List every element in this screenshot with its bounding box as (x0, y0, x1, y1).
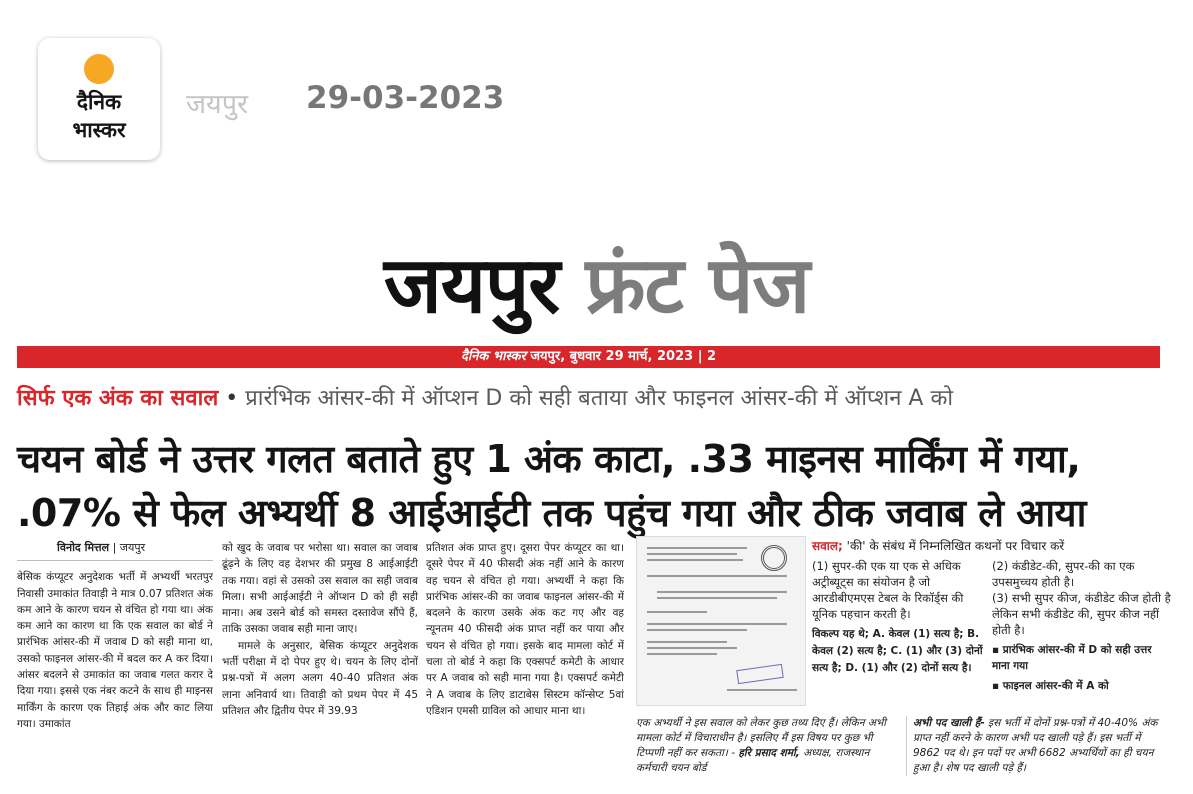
story-strap (17, 381, 1177, 417)
question-title (812, 538, 1172, 554)
strap-text: प्रारंभिक आंसर-की में ऑप्शन D को सही बताया और फाइनल आंसर-की में ऑप्शन A को (245, 386, 954, 411)
story-column-1 (17, 540, 213, 794)
question-label: सवाल; (812, 539, 843, 553)
sun-icon (84, 54, 114, 84)
page-title (0, 236, 1193, 336)
edition-city: जयपुर (186, 89, 249, 120)
byline-place: | जयपुर (109, 541, 146, 554)
vacancy-text: इस भर्ती में दोनों प्रश्न-पत्रों में 40-40% अंक प्राप्त नहीं करने के कारण अभी पद खाली पड़े हैं। इस भर्ती में 9862 पद थे। इन पदों पर अभी 6682 अभ्यर्थियों का ही चयन हुआ है। शेष पद खाली पड़े हैं। (913, 717, 1158, 774)
page-title-front-page: फ्रंट पेज (585, 241, 810, 331)
byline (17, 540, 213, 561)
logo-line-1: दैनिक (76, 90, 122, 114)
quote-designation: अध्यक्ष, राजस्थान कर्मचारी चयन बोर्ड (636, 747, 870, 774)
government-seal-icon (761, 545, 787, 571)
strap-bullet: • (225, 386, 239, 411)
initial-key-tag: ▪ प्रारंभिक आंसर-की में D को सही उत्तर माना गया (992, 644, 1152, 672)
story-paragraph: मामले के अनुसार, बेसिक कंप्यूटर अनुदेशक भर्ती परीक्षा में दो पेपर हुए थे। चयन के लिए दोनों प्रश्न-पत्रों में अलग अलग 40-40 प्रतिशत अंक लाना अनिवार्य था। तिवाड़ी को प्रथम पेपर में 45 प्रतिशत और द्वितीय पेपर में 39.93 (222, 639, 418, 717)
quote-text: एक अभ्यर्थी ने इस सवाल को लेकर कुछ तथ्य दिए हैं। लेकिन अभी मामला कोर्ट में विचाराधीन है। इसलिए मैं इस विषय पर कुछ भी टिप्पणी नहीं कर सकता। - (636, 717, 887, 759)
story-paragraph: प्रतिशत अंक प्राप्त हुए। दूसरा पेपर कंप्यूटर का था। दूसरे पेपर में 40 फीसदी अंक नहीं आने के कारण वह चयन से वंचित हो गया। अभ्यर्थी ने कहा कि प्रारंभिक आंसर-की का जवाब फाइनल आंसर-की में बदलने के कारण उसके अंक कट गए और वह न्यूनतम 40 फीसदी अंक प्राप्त नहीं कर पाया और चयन से वंचित हो गया। इसके बाद मामला कोर्ट में चला तो बोर्ड ने कहा कि एक्सपर्ट कमेटी के आधार पर A जवाब को सही माना गया है। एक्सपर्ट कमेटी ने A जवाब के लिए डाटाबेस सिस्टम कॉन्सेप्ट 5वां एडिशन एमसी ग्राविल को आधार माना था। (426, 542, 624, 717)
page-title-city: जयपुर (383, 241, 560, 331)
masthead-brand: दैनिक भास्कर (460, 349, 526, 364)
story-paragraph: बेसिक कंप्यूटर अनुदेशक भर्ती में अभ्यर्थी भरतपुर निवासी उमाकांत तिवाड़ी ने मात्र 0.07 प्रतिशत अंक कम आने के कारण चयन से वंचित हो गया था। अंक कम आने का कारण था कि एक सवाल का बोर्ड ने प्रारंभिक आंसर-की में जवाब D को सही माना था, उसको फाइनल आंसर-की में बदल कर A कर दिया। आंसर बदलने से उमाकांत का जवाब गलत करार दे दिया गया। इससे एक नंबर कटने के साथ ही माइनस मार्किंग के कारण एक तिहाई अंक और काट लिया गया। उमाकांत (17, 571, 213, 730)
question-left-column (812, 558, 984, 677)
strap-kicker: सिर्फ एक अंक का सवाल (17, 386, 219, 411)
quote-name: हरि प्रसाद शर्मा, (738, 747, 800, 759)
masthead-info: जयपुर, बुधवार 29 मार्च, 2023 | 2 (525, 349, 717, 364)
byline-name: विनोद मित्तल (57, 541, 110, 554)
masthead-bar (17, 346, 1160, 368)
dainik-bhaskar-logo[interactable] (38, 38, 160, 160)
story-column-3 (426, 540, 624, 794)
statement-1: (1) सुपर-की एक या एक से अधिक अट्रीब्यूट्स का संयोजन है जो आरडीबीएमएस टेबल के रिकॉर्ड्स की यूनिक पहचान करती है। (812, 559, 964, 621)
edition-date: 29-03-2023 (306, 80, 505, 116)
vacancy-note (906, 716, 1164, 776)
headline-line-2: .07% से फेल अभ्यर्थी 8 आईआईटी तक पहुंच गया और ठीक जवाब ले आया (17, 491, 1086, 535)
story-paragraph: को खुद के जवाब पर भरोसा था। सवाल का जवाब ढूंढ़ने के लिए वह देशभर की प्रमुख 8 आईआईटी तक गया। वहां से उसको उस सवाल का सही जवाब मिला। सभी आईआईटी ने ऑप्शन D को ही सही माना। अब उसने बोर्ड को समस्त दस्तावेज सौंपे हैं, ताकि उसका जवाब सही माना जाए। (222, 542, 418, 636)
vacancy-label: अभी पद खाली हैं- (913, 717, 985, 729)
logo-line-2: भास्कर (72, 118, 126, 142)
document-photo (636, 536, 806, 706)
question-box (812, 538, 1172, 692)
signature-stamp (736, 664, 784, 684)
statement-3: (3) सभी सुपर कीज, कंडीडेट कीज होती है लेकिन सभी कंडीडेट की, सुपर कीज नहीं होती है। (992, 591, 1171, 637)
headline-line-1: चयन बोर्ड ने उत्तर गलत बताते हुए 1 अंक काटा, .33 माइनस मार्किंग में गया, (17, 437, 1081, 481)
answer-options: विकल्प यह थे; A. केवल (1) सत्य है; B. केवल (2) सत्य है; C. (1) और (3) दोनों सत्य है; D. (1) और (2) दोनों सत्य है। (812, 628, 983, 674)
final-key-tag: ▪ फाइनल आंसर-की में A को (992, 680, 1109, 692)
question-prompt: 'की' के संबंध में निम्नलिखित कथनों पर विचार करें (842, 539, 1065, 553)
official-quote (636, 716, 898, 776)
question-right-column (992, 558, 1172, 694)
statement-2: (2) कंडीडेट-की, सुपर-की का एक उपसमुच्चय होती है। (992, 559, 1135, 589)
story-column-2 (222, 540, 418, 794)
